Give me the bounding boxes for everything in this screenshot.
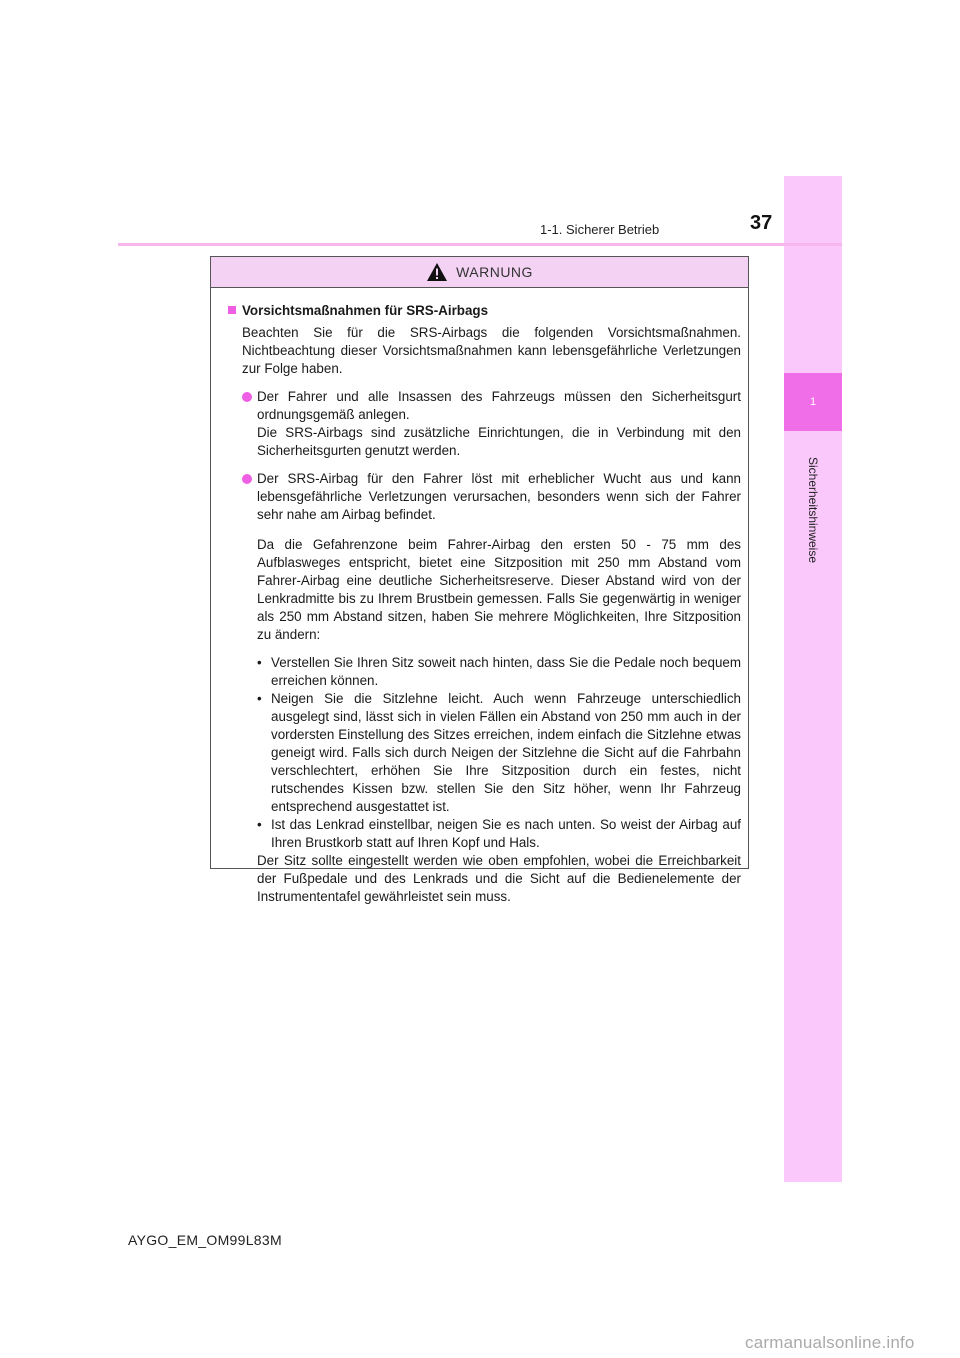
square-bullet-icon	[228, 306, 236, 314]
bullet-item	[228, 470, 741, 524]
watermark: carmanualsonline.info	[745, 1333, 915, 1352]
warning-heading	[228, 302, 741, 320]
document-code: AYGO_EM_OM99L83M	[128, 1232, 282, 1248]
warning-heading-text: Vorsichtsmaßnahmen für SRS-Airbags	[242, 303, 489, 318]
section-title: 1-1. Sicherer Betrieb	[540, 222, 660, 237]
seat-adjust-options	[257, 654, 741, 852]
warning-title: WARNUNG	[456, 264, 533, 280]
circle-bullet-icon	[242, 392, 252, 402]
chapter-label: Sicherheitshinweise	[806, 456, 820, 564]
warning-triangle-icon	[426, 262, 448, 282]
list-item: • Neigen Sie die Sitzlehne leicht. Auch wenn Fahrzeuge unterschiedlich ausgelegt sind, lässt sich in vielen Fällen ein Abstand von 250 mm auch in der vordersten Einstellung des Sitzes erreichen, indem einfach die Sitzlehne etwas geneigt wird. Falls sich durch Neigen der Sitzlehne die Sicht auf die Fahrbahn verschlechtert, erhöhen Sie Ihre Sitzposition durch ein festes, nicht rutschendes Kissen bzw. stellen Sie den Sitz höher, wenn Ihr Fahrzeug entsprechend ausgestattet ist.	[257, 690, 741, 816]
header-rule	[118, 243, 842, 246]
chapter-side-tab	[784, 176, 842, 1182]
bullet2-text: Der SRS-Airbag für den Fahrer löst mit erheblicher Wucht aus und kann lebensgefährliche Verletzungen verursachen, besonders wenn sich der Fahrer sehr nahe am Airbag befindet.	[257, 471, 741, 522]
bullet1-line1: Der Fahrer und alle Insassen des Fahrzeugs müssen den Sicherheitsgurt ordnungsgemäß anlegen.	[257, 389, 741, 422]
chapter-number: 1	[784, 373, 842, 431]
airbag-distance-section	[228, 536, 741, 906]
bullet-item	[228, 388, 741, 460]
warning-header	[211, 257, 748, 288]
warning-intro: Beachten Sie für die SRS-Airbags die folgenden Vorsichtsmaßnahmen. Nichtbeachtung dieser Vorsichtsmaßnahmen kann lebensgefährliche Verletzungen zur Folge haben.	[242, 325, 741, 376]
warning-body	[211, 288, 748, 906]
closing-note: Der Sitz sollte eingestellt werden wie oben empfohlen, wobei die Erreichbarkeit der Fußpedale und des Lenkrads und die Sicht auf die Bedienelemente der Instrumententafel gewährleistet sein muss.	[257, 853, 741, 904]
warning-box	[210, 256, 749, 904]
list-item: • Verstellen Sie Ihren Sitz soweit nach hinten, dass Sie die Pedale noch bequem erreichen können.	[257, 654, 741, 690]
circle-bullet-icon	[242, 474, 252, 484]
bullet1-line2: Die SRS-Airbags sind zusätzliche Einrichtungen, die in Verbindung mit den Sicherheitsgurten genutzt werden.	[257, 425, 741, 458]
airbag-distance-detail: Da die Gefahrenzone beim Fahrer-Airbag den ersten 50 - 75 mm des Aufblasweges entspricht, bietet eine Sitzposition mit 250 mm Abstand vom Fahrer-Airbag eine deutliche Sicherheitsreserve. Dieser Abstand wird von der Lenkradmitte bis zu Ihrem Brustbein gemessen. Falls Sie gegenwärtig in weniger als 250 mm Abstand sitzen, haben Sie mehrere Möglichkeiten, Ihre Sitzposition zu ändern:	[257, 537, 741, 642]
list-item: • Ist das Lenkrad einstellbar, neigen Sie es nach unten. So weist der Airbag auf Ihren Brustkorb statt auf Ihren Kopf und Hals.	[257, 816, 741, 852]
page-number: 37	[750, 212, 773, 234]
